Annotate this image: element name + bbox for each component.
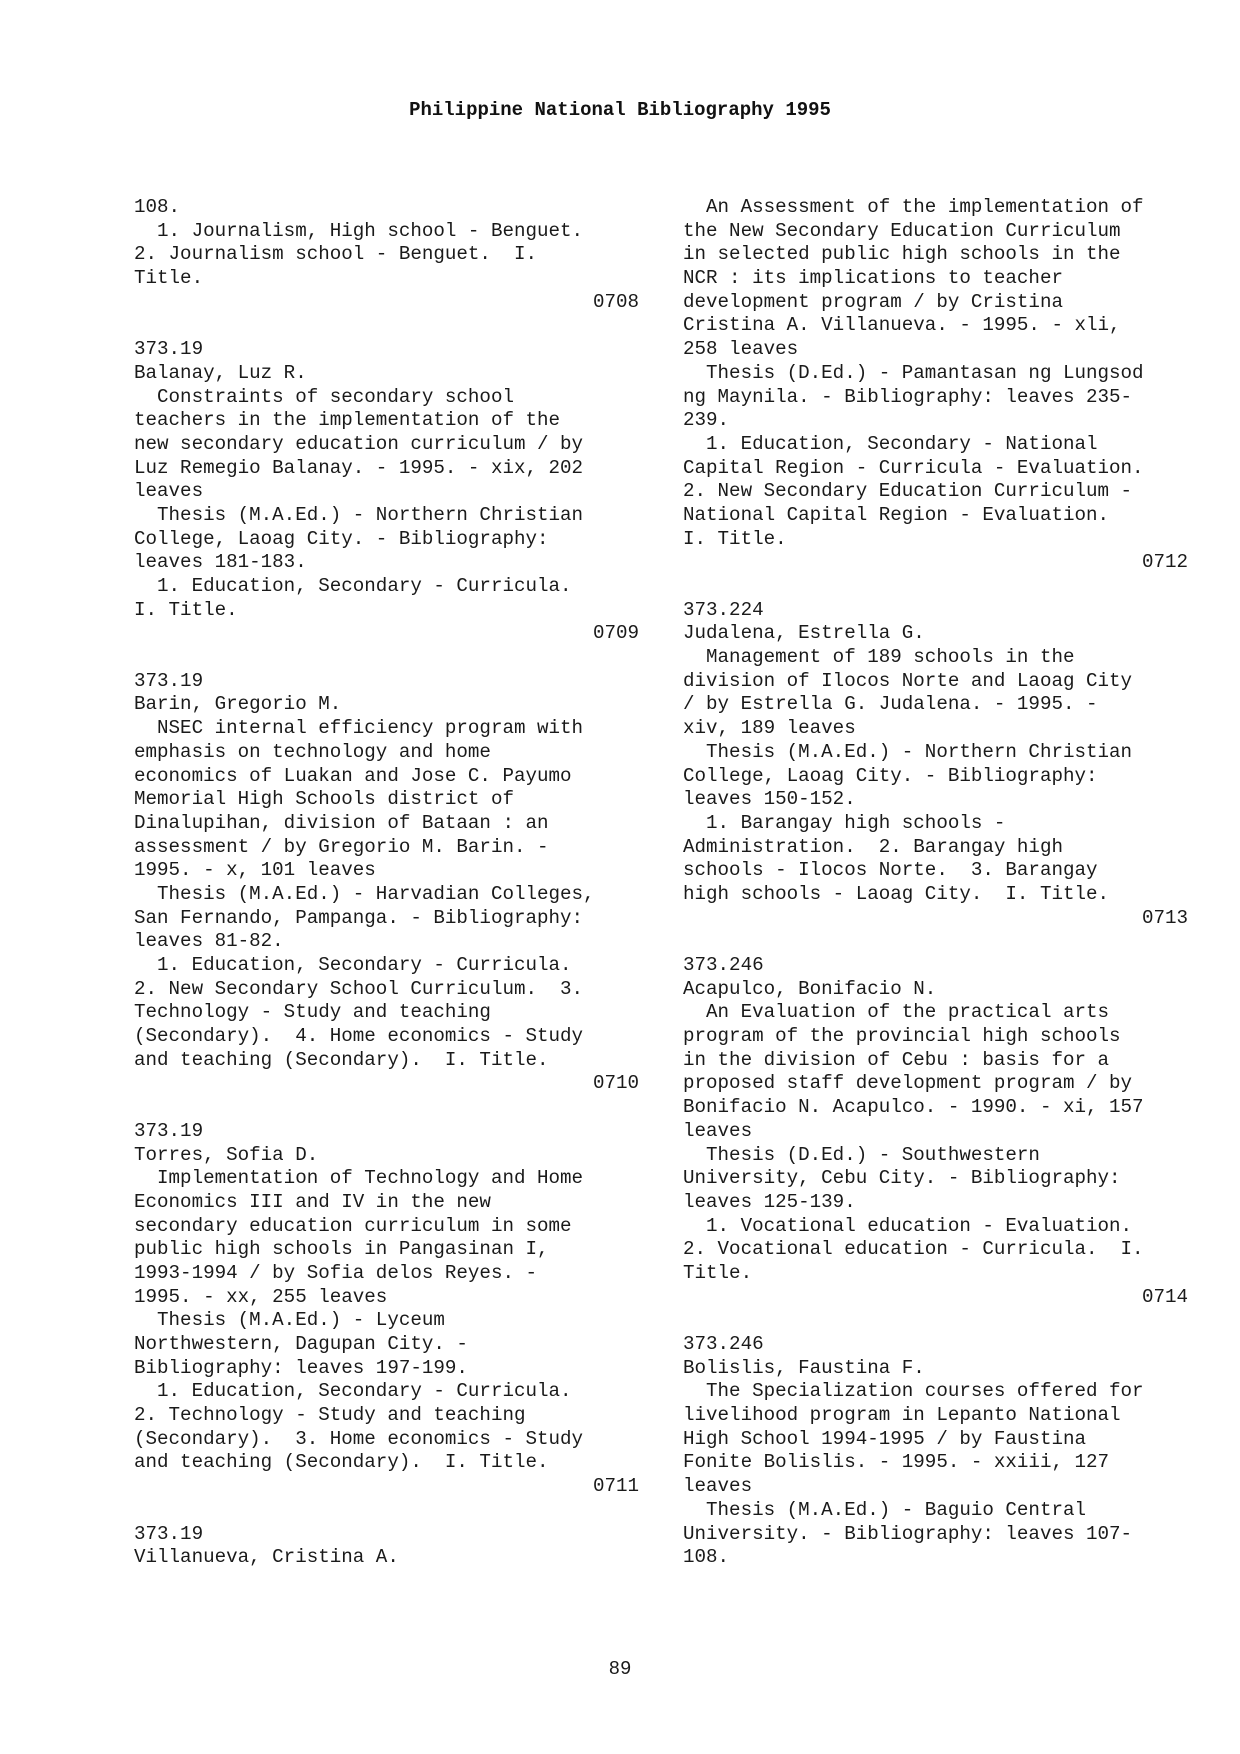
entry-line: 373.246 <box>683 954 764 976</box>
entry-line: Management of 189 schools in the <box>683 646 1075 669</box>
entry-line: 1995. - x, 101 leaves <box>134 859 376 882</box>
entry-line: NSEC internal efficiency program with <box>134 717 584 740</box>
entry-line: public high schools in Pangasinan I, <box>134 1238 549 1261</box>
entry-line: University, Cebu City. - Bibliography: <box>683 1167 1121 1190</box>
entry-line: San Fernando, Pampanga. - Bibliography: <box>134 906 584 929</box>
entry-line: An Evaluation of the practical arts <box>683 1001 1110 1024</box>
entry-line: proposed staff development program / by <box>683 1072 1133 1095</box>
blank-line <box>683 575 1188 599</box>
entry-line: Thesis (M.A.Ed.) - Lyceum <box>134 1309 445 1332</box>
entry-line: Thesis (M.A.Ed.) - Harvadian Colleges, <box>134 882 595 905</box>
entry-line: Balanay, Luz R. <box>134 361 307 384</box>
entry-line: Cristina A. Villanueva. - 1995. - xli, <box>683 314 1121 337</box>
entry-line: 258 leaves <box>683 338 799 361</box>
blank-line <box>134 1499 639 1523</box>
entry-number: 0709 <box>592 622 639 645</box>
entry-line: Implementation of Technology and Home <box>134 1167 584 1190</box>
entry-line: 2. Technology - Study and teaching <box>134 1404 526 1427</box>
entry-line: secondary education curriculum in some <box>134 1214 572 1237</box>
entry-line: 1993-1994 / by Sofia delos Reyes. - <box>134 1261 538 1284</box>
entry-line: emphasis on technology and home <box>134 740 491 763</box>
entry-line: College, Laoag City. - Bibliography: <box>134 527 549 550</box>
entry-line: Thesis (M.A.Ed.) - Northern Christian <box>683 740 1133 763</box>
entry-line: new secondary education curriculum / by <box>134 432 584 455</box>
entry-line: division of Ilocos Norte and Laoag City <box>683 669 1133 692</box>
entry-line: College, Laoag City. - Bibliography: <box>683 764 1098 787</box>
entry-line: Thesis (M.A.Ed.) - Northern Christian <box>134 503 584 526</box>
entry-line: Bolislis, Faustina F. <box>683 1356 925 1379</box>
entry-line: leaves 125-139. <box>683 1190 856 1213</box>
entry-line: 1. Barangay high schools - <box>683 811 1006 834</box>
blank-line <box>134 1096 639 1120</box>
entry-line: 2. New Secondary Education Curriculum - <box>683 480 1133 503</box>
entry-line: Technology - Study and teaching <box>134 1001 491 1024</box>
entry-line: 1. Education, Secondary - Curricula. <box>134 575 572 597</box>
entry-number: 0712 <box>1141 551 1188 574</box>
entry-line: schools - Ilocos Norte. 3. Barangay <box>683 859 1098 882</box>
blank-line <box>683 1309 1188 1333</box>
entry-line: Thesis (D.Ed.) - Pamantasan ng Lungsod <box>683 361 1144 384</box>
entry-line: 2. New Secondary School Curriculum. 3. <box>134 977 584 1000</box>
entry-line: The Specialization courses offered for <box>683 1380 1144 1403</box>
entry-line: (Secondary). 3. Home economics - Study <box>134 1427 584 1450</box>
entry-line: University. - Bibliography: leaves 107- <box>683 1522 1133 1545</box>
entry-line: assessment / by Gregorio M. Barin. - <box>134 835 549 858</box>
entry-line: high schools - Laoag City. I. Title. <box>683 882 1110 905</box>
entry-line: development program / by Cristina <box>683 290 1063 313</box>
entry-line: 373.19 <box>134 338 204 361</box>
entry-line: (Secondary). 4. Home economics - Study <box>134 1025 584 1048</box>
entry-line: National Capital Region - Evaluation. <box>683 503 1110 526</box>
entry-line: Villanueva, Cristina A. <box>134 1546 399 1569</box>
entry-line: ng Maynila. - Bibliography: leaves 235- <box>683 385 1133 408</box>
entry-line: 239. <box>683 409 730 432</box>
entry-line: in the division of Cebu : basis for a <box>683 1048 1110 1071</box>
entry-line: leaves 181-183. <box>134 551 307 574</box>
entry-line: NCR : its implications to teacher <box>683 267 1063 290</box>
entry-line: leaves <box>683 1475 753 1498</box>
entry-line: and teaching (Secondary). I. Title. <box>134 1451 549 1474</box>
left-column <box>134 196 639 1570</box>
entry-line: livelihood program in Lepanto National <box>683 1404 1121 1427</box>
entry-number: 0713 <box>1141 906 1188 929</box>
entry-line: Luz Remegio Balanay. - 1995. - xix, 202 <box>134 456 584 479</box>
entry-line: Dinalupihan, division of Bataan : an <box>134 811 549 834</box>
entry-line: Thesis (D.Ed.) - Southwestern <box>683 1143 1040 1166</box>
entry-line: I. Title. <box>134 598 238 621</box>
entry-line: Bonifacio N. Acapulco. - 1990. - xi, 157 <box>683 1096 1144 1119</box>
blank-line <box>134 646 639 670</box>
entry-line: Memorial High Schools district of <box>134 788 514 811</box>
entry-line: Barin, Gregorio M. <box>134 693 342 716</box>
entry-line: 1. Vocational education - Evaluation. <box>683 1214 1133 1237</box>
entry-line: Capital Region - Curricula - Evaluation. <box>683 456 1144 479</box>
entry-line: 373.19 <box>134 1119 204 1142</box>
entry-line: An Assessment of the implementation of <box>683 196 1144 218</box>
entry-number: 0708 <box>592 290 639 313</box>
entry-line: / by Estrella G. Judalena. - 1995. - <box>683 693 1098 716</box>
entry-line: leaves 81-82. <box>134 930 284 953</box>
entry-line: and teaching (Secondary). I. Title. <box>134 1048 549 1071</box>
entry-line: Title. <box>134 267 204 290</box>
entry-line: Fonite Bolislis. - 1995. - xxiii, 127 <box>683 1451 1110 1474</box>
entry-line: 2. Vocational education - Curricula. I. <box>683 1238 1144 1261</box>
entry-line: in selected public high schools in the <box>683 243 1121 266</box>
entry-line: the New Secondary Education Curriculum <box>683 219 1121 242</box>
entry-line: 108. <box>134 196 181 218</box>
entry-line: 1. Education, Secondary - Curricula. <box>134 954 572 976</box>
entry-line: 1. Journalism, High school - Benguet. <box>134 219 584 242</box>
page-number: 89 <box>608 1658 632 1680</box>
entry-line: High School 1994-1995 / by Faustina <box>683 1427 1087 1450</box>
entry-line: 1995. - xx, 255 leaves <box>134 1285 388 1308</box>
entry-line: Acapulco, Bonifacio N. <box>683 977 937 1000</box>
entry-line: leaves <box>683 1119 753 1142</box>
entry-line: leaves <box>134 480 204 503</box>
page-title: Philippine National Bibliography 1995 <box>409 99 831 121</box>
entry-line: Northwestern, Dagupan City. - <box>134 1333 468 1355</box>
entry-line: Judalena, Estrella G. <box>683 622 925 645</box>
entry-line: 1. Education, Secondary - Curricula. <box>134 1380 572 1403</box>
entry-line: leaves 150-152. <box>683 788 856 811</box>
entry-line: Economics III and IV in the new <box>134 1190 491 1213</box>
right-column <box>683 196 1188 1570</box>
entry-number: 0714 <box>1141 1285 1188 1308</box>
entry-number: 0711 <box>592 1475 639 1498</box>
entry-line: Thesis (M.A.Ed.) - Baguio Central <box>683 1498 1087 1521</box>
entry-line: 373.19 <box>134 669 204 692</box>
entry-number: 0710 <box>592 1072 639 1095</box>
entry-line: 2. Journalism school - Benguet. I. <box>134 243 538 266</box>
entry-line: Constraints of secondary school <box>134 385 514 408</box>
entry-line: I. Title. <box>683 527 787 550</box>
entry-line: 373.224 <box>683 598 764 621</box>
entry-line: Torres, Sofia D. <box>134 1143 319 1166</box>
entry-line: 373.246 <box>683 1333 764 1355</box>
entry-line: teachers in the implementation of the <box>134 409 561 432</box>
blank-line <box>134 314 639 338</box>
entry-line: Title. <box>683 1261 753 1284</box>
entry-line: 108. <box>683 1546 730 1569</box>
entry-line: Bibliography: leaves 197-199. <box>134 1356 468 1379</box>
blank-line <box>683 930 1188 954</box>
entry-line: program of the provincial high schools <box>683 1025 1121 1048</box>
entry-line: 1. Education, Secondary - National <box>683 432 1098 455</box>
entry-line: 373.19 <box>134 1522 204 1545</box>
entry-line: xiv, 189 leaves <box>683 717 856 740</box>
entry-line: economics of Luakan and Jose C. Payumo <box>134 764 572 787</box>
entry-line: Administration. 2. Barangay high <box>683 835 1063 858</box>
